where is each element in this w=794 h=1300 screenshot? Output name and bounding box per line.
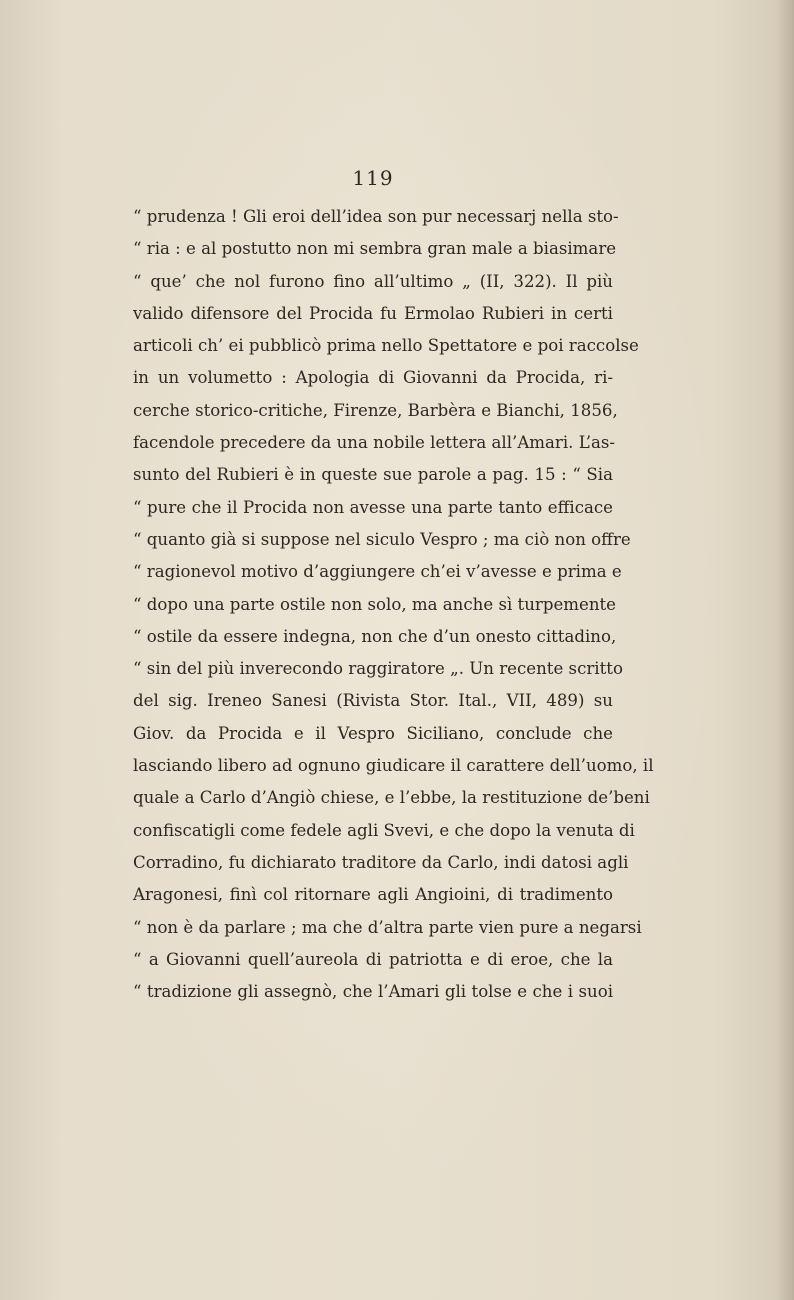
text-line: “ sin del più inverecondo raggiratore „. Un recente scritto bbox=[133, 659, 623, 679]
text-line: valido difensore del Procida fu Ermolao Rubieri in certi bbox=[133, 303, 613, 323]
text-line: “ tradizione gli assegnò, che l’Amari gli tolse e che i suoi bbox=[133, 982, 613, 1002]
text-line: “ a Giovanni quell’aureola di patriotta e di eroe, che la bbox=[133, 949, 613, 969]
text-line: lasciando libero ad ognuno giudicare il carattere dell’uomo, il bbox=[133, 756, 654, 776]
text-line: in un volumetto : Apologia di Giovanni da Procida, ri- bbox=[133, 368, 613, 388]
text-line: “ pure che il Procida non avesse una parte tanto efficace bbox=[133, 497, 613, 517]
text-line: del sig. Ireneo Sanesi (Rivista Stor. Ital., VII, 489) su bbox=[133, 691, 613, 711]
text-line: “ ostile da essere indegna, non che d’un onesto cittadino, bbox=[133, 626, 617, 646]
text-line: facendole precedere da una nobile lettera all’Amari. L’as- bbox=[133, 433, 616, 453]
text-line: Aragonesi, finì col ritornare agli Angioini, di tradimento bbox=[133, 885, 613, 905]
text-line: “ non è da parlare ; ma che d’altra parte vien pure a negarsi bbox=[133, 917, 642, 937]
text-line: cerche storico-critiche, Firenze, Barbèra e Bianchi, 1856, bbox=[133, 400, 618, 420]
text-line: Giov. da Procida e il Vespro Siciliano, conclude che bbox=[133, 723, 613, 743]
text-line: “ prudenza ! Gli eroi dell’idea son pur necessarj nella sto- bbox=[133, 207, 619, 226]
text-line: confiscatigli come fedele agli Svevi, e che dopo la venuta di bbox=[133, 820, 635, 840]
text-line: “ quanto già si suppose nel siculo Vespro ; ma ciò non offre bbox=[133, 529, 631, 549]
text-line: “ ragionevol motivo d’aggiungere ch’ei v’avesse e prima e bbox=[133, 562, 622, 582]
text-line: quale a Carlo d’Angiò chiese, e l’ebbe, la restituzione de’beni bbox=[133, 788, 650, 808]
text-line: sunto del Rubieri è in queste sue parole a pag. 15 : “ Sia bbox=[133, 465, 613, 485]
text-line: “ que’ che nol furono fino all’ultimo „ (II, 322). Il più bbox=[133, 271, 613, 291]
body-text bbox=[133, 201, 654, 1008]
text-line: “ dopo una parte ostile non solo, ma anche sì turpemente bbox=[133, 594, 617, 614]
text-line: “ ria : e al postutto non mi sembra gran male a biasimare bbox=[133, 239, 617, 259]
text-line: Corradino, fu dichiarato traditore da Carlo, indi datosi agli bbox=[133, 852, 629, 872]
page-edge-shadow bbox=[776, 0, 794, 1300]
text-line: articoli ch’ ei pubblicò prima nello Spettatore e poi raccolse bbox=[133, 336, 639, 356]
page-number: 119 bbox=[352, 166, 394, 190]
